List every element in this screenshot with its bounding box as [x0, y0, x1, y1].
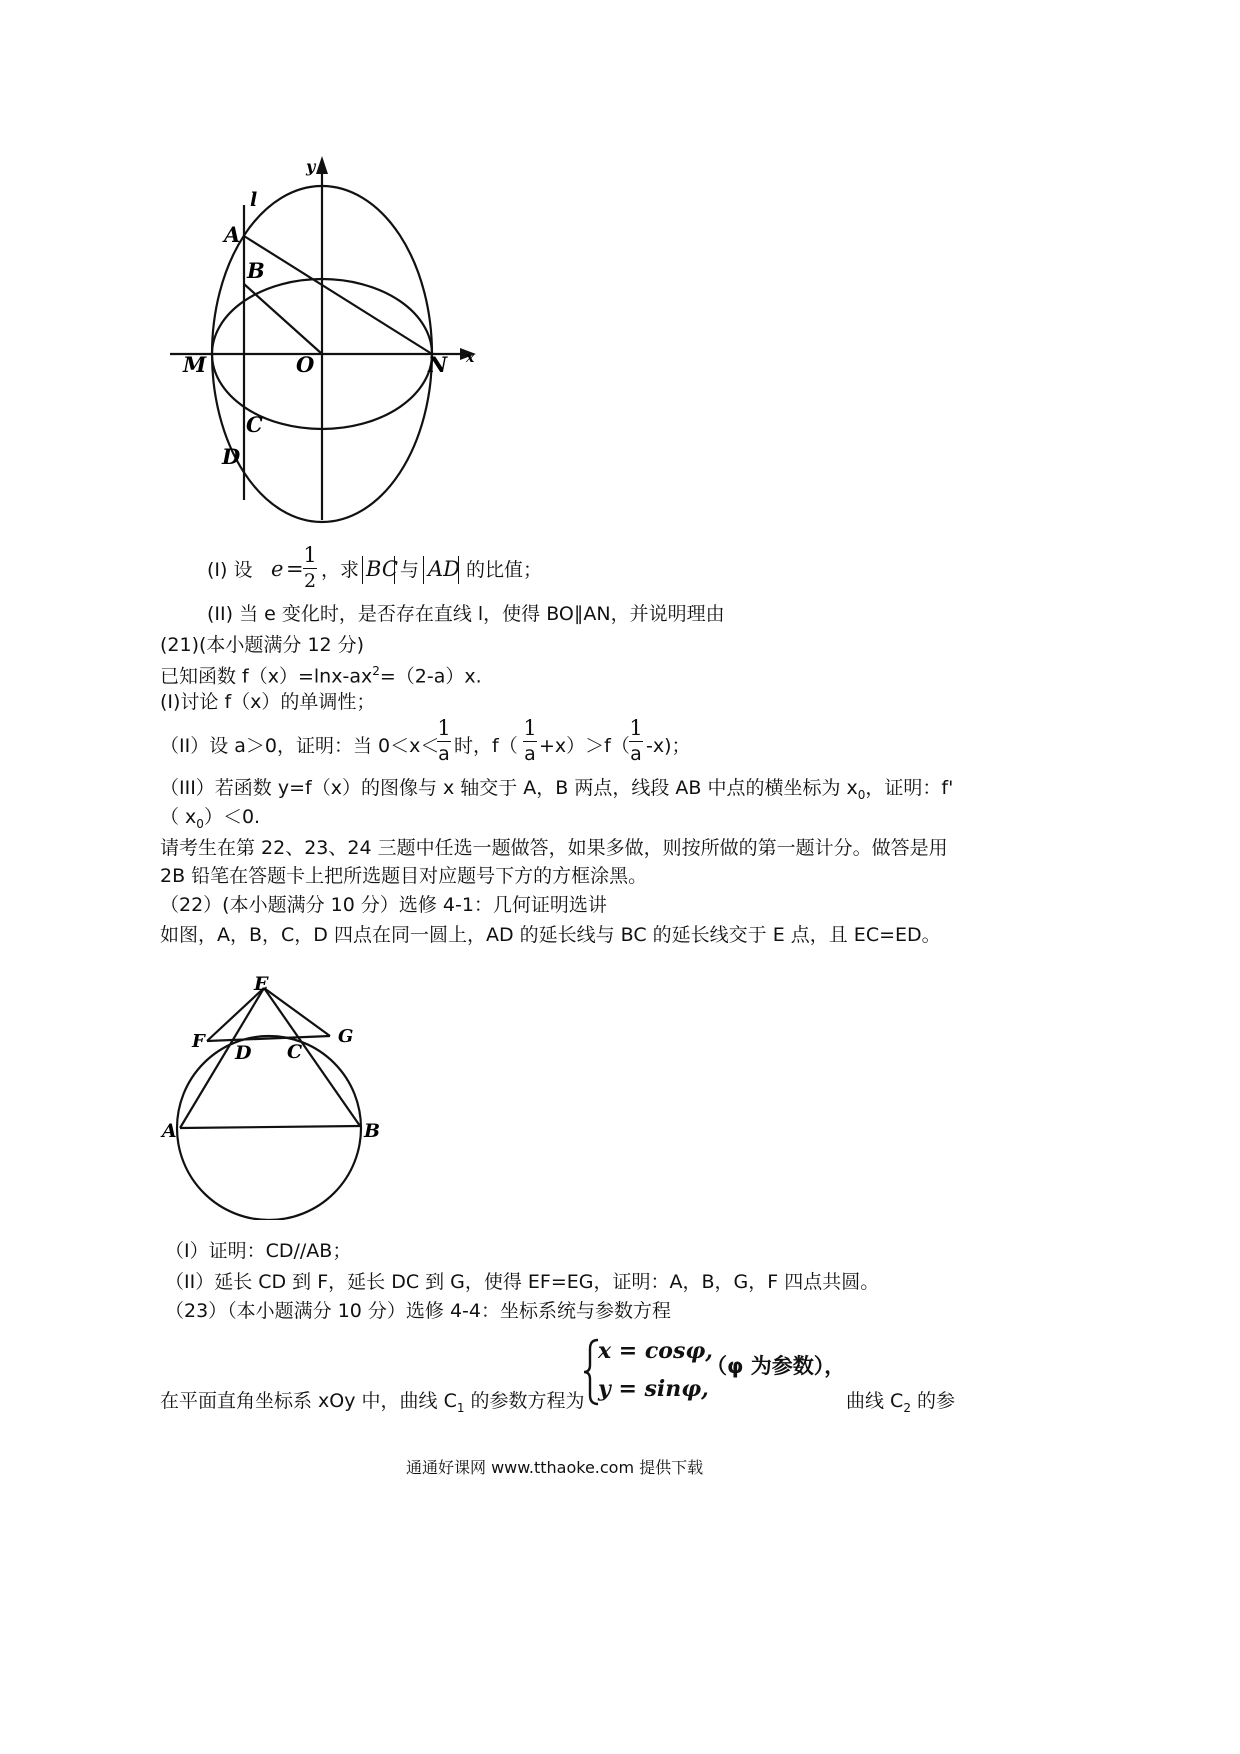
q22-part2: （II）延长 CD 到 F，延长 DC 到 G，使得 EF=EG，证明：A，B，G，F 四点共圆。 [165, 1271, 880, 1293]
q21-part2-a: （II）设 a＞0，证明：当 0＜x＜ [160, 735, 440, 757]
abs-bar [394, 556, 395, 584]
label-e: E [254, 973, 269, 995]
q23-stem-tail [846, 1392, 955, 1414]
label-f: F [192, 1031, 205, 1052]
q21-part2-c: +x）＞f（ [539, 735, 630, 757]
label-d: D [222, 444, 241, 469]
footer: 通通好课网 www.tthaoke.com 提供下载 [406, 1458, 704, 1477]
eq-x: x = cosφ, [598, 1338, 713, 1364]
frac-numerator: 1 [629, 716, 643, 740]
label-x: x [466, 350, 475, 366]
q21-part2-d: -x)； [646, 735, 691, 757]
q20-part1-mid: ，求 [321, 559, 360, 581]
q21-stem-b: =（2-a）x. [379, 665, 482, 688]
q21-header: (21)(本小题满分 12 分) [160, 634, 365, 656]
q21-part3-c: （ x [160, 806, 197, 828]
label-y: y [306, 157, 316, 176]
q21-part3-a: （III）若函数 y=f（x）的图像与 x 轴交于 A，B 两点，线段 AB 中点的横坐标为 x [160, 777, 858, 799]
q21-stem [160, 665, 482, 686]
frac-numerator: 1 [523, 716, 537, 740]
frac-denominator: a [630, 743, 642, 765]
abs-bar [423, 556, 424, 584]
label-d: D [235, 1042, 252, 1064]
segment-bo [244, 284, 322, 354]
q20-part1-prefix: (I) 设 [207, 559, 253, 581]
q21-part1: (I)讨论 f（x）的单调性； [160, 691, 376, 713]
instructions-line1: 请考生在第 22、23、24 三题中任选一题做答，如果多做，则按所做的第一题计分。做答是用 [160, 837, 948, 859]
y-axis-arrow [316, 156, 328, 174]
eq-note: （φ 为参数）， [706, 1354, 846, 1378]
q23-stem-c: 曲线 C [846, 1390, 904, 1412]
segment-an [244, 236, 432, 354]
q23-stem-a: 在平面直角坐标系 xOy 中，曲线 C [160, 1390, 457, 1412]
fraction-one-over-a [436, 718, 452, 764]
label-b: B [364, 1120, 381, 1142]
label-g: G [338, 1026, 354, 1047]
label-b: B [247, 258, 265, 283]
q21-stem-sup: 2 [372, 664, 380, 678]
q20-part1-suffix: 的比值； [466, 559, 543, 581]
frac-denominator: 2 [303, 570, 317, 592]
segment-bc: BC [366, 557, 398, 581]
label-n: N [428, 352, 448, 377]
q21-part3-sub2: 0 [196, 816, 204, 831]
q22-stem: 如图，A，B，C，D 四点在同一圆上，AD 的延长线与 BC 的延长线交于 E 点，且 EC=ED。 [160, 924, 941, 946]
ellipse-figure [160, 150, 500, 570]
label-m: M [183, 352, 207, 377]
q23-stem-b: 的参数方程为 [464, 1390, 585, 1412]
frac-numerator: 1 [437, 716, 451, 740]
var-e: e [271, 557, 284, 581]
segment-ef [207, 988, 264, 1041]
label-a: A [224, 222, 241, 247]
q21-part3-line1 [160, 779, 953, 801]
segment-ab [180, 1126, 360, 1128]
frac-denominator: a [438, 743, 450, 765]
q21-stem-a: 已知函数 f（x）=lnx-ax [160, 665, 373, 688]
equals-sign: = [286, 557, 304, 581]
q22-header: （22）(本小题满分 10 分）选修 4-1：几何证明选讲 [160, 894, 607, 916]
q23-stem [160, 1392, 585, 1414]
instructions-line2: 2B 铅笔在答题卡上把所选题目对应题号下方的方框涂黑。 [160, 865, 648, 887]
label-a: A [162, 1120, 177, 1142]
q23-sub1: 1 [456, 1400, 465, 1415]
q21-part2-b: 时，f（ [454, 735, 518, 757]
eq-y: y = sinφ, [598, 1376, 709, 1402]
segment-eg [264, 988, 330, 1036]
segment-be [264, 988, 360, 1126]
label-c: C [246, 412, 263, 437]
q23-stem-d: 的参 [910, 1390, 955, 1412]
label-l: l [250, 189, 258, 211]
q21-part3-b: ，证明：f' [865, 777, 954, 799]
q22-part1: （I）证明：CD//AB； [165, 1240, 352, 1262]
frac-denominator: a [524, 743, 536, 765]
circle-figure [160, 970, 390, 1220]
fraction-one-half [302, 545, 318, 591]
label-c: C [287, 1041, 303, 1063]
q20-part1-yu: 与 [400, 559, 420, 581]
q20-part2: (II) 当 e 变化时，是否存在直线 l，使得 BO∥AN，并说明理由 [207, 603, 725, 625]
label-o: O [296, 352, 315, 377]
q21-part3-sub: 0 [857, 787, 866, 802]
fraction-one-over-a [522, 718, 538, 764]
segment-ad: AD [428, 557, 461, 581]
q23-header: （23）（本小题满分 10 分）选修 4-4：坐标系统与参数方程 [165, 1300, 672, 1322]
q21-part3-d: ）＜0. [203, 806, 261, 828]
abs-bar [362, 556, 363, 584]
fraction-one-over-a [628, 718, 644, 764]
q23-sub2: 2 [903, 1400, 911, 1415]
abs-bar [458, 556, 459, 584]
frac-numerator: 1 [303, 543, 317, 567]
q21-part3-line2 [160, 808, 260, 830]
